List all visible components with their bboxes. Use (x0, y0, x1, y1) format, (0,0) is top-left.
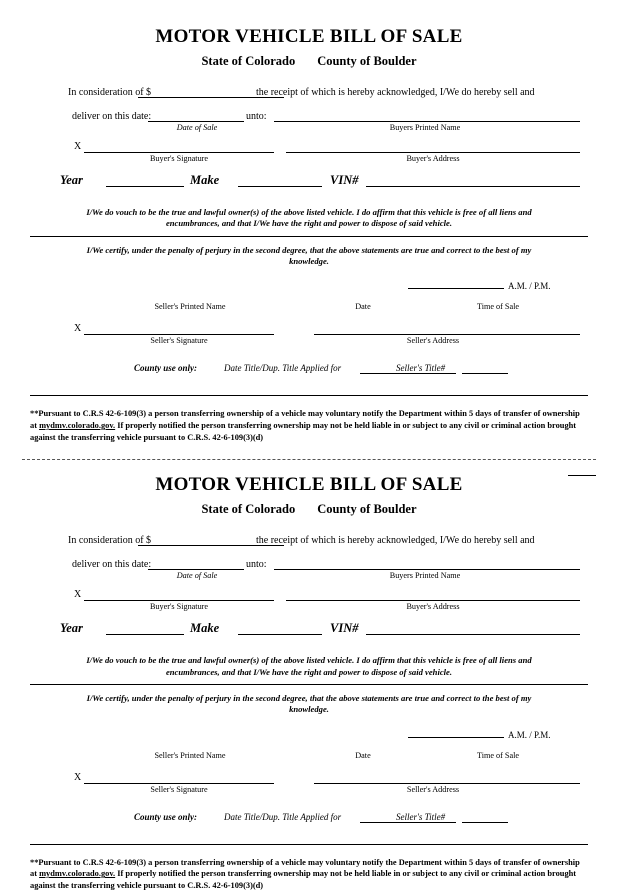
form-subtitle (30, 54, 588, 69)
buyer-signature-row (30, 139, 588, 169)
make-label-2: Make (190, 621, 220, 636)
vin-label-2: VIN# (330, 621, 359, 636)
divider-3 (30, 684, 588, 685)
footnote-rest-2: If properly notified the person transferring ownership may not be held liable in or subject to any civil or criminal action brought against the transferring vehicle pursuant to C.R.S. 42-6-109(3)(d) (30, 869, 577, 890)
sellers-title-field-2[interactable] (462, 822, 508, 823)
time-of-sale-row (30, 277, 588, 297)
title-applied-field[interactable] (360, 373, 456, 374)
footnote-link[interactable]: mydmv.colorado.gov. (39, 420, 116, 430)
county-use-label-2: County use only: (134, 811, 198, 822)
buyer-address-caption-2: Buyer's Address (406, 602, 460, 612)
seller-signature-field[interactable] (84, 334, 274, 335)
buyer-signature-row-2 (30, 587, 588, 617)
seller-signature-x: X (74, 323, 82, 335)
buyer-address-field[interactable] (286, 152, 580, 153)
buyer-signature-x: X (74, 141, 82, 152)
seller-name-captions-row-2 (30, 746, 588, 768)
state-label: State of Colorado (201, 54, 296, 68)
footnote-lead-2: **Pursuant to C.R.S 42-6-109(3) a person transferring ownership of a vehicle may voluntary notify the Department within 5 days of transfer of ownership at (30, 857, 580, 879)
buyer-signature-field-2[interactable] (84, 600, 274, 601)
buyer-printed-name-field[interactable] (274, 121, 580, 122)
title-applied-label: Date Title/Dup. Title Applied for (224, 363, 342, 374)
sellers-title-label: Seller's Title# (396, 363, 446, 374)
certify-statement: I/We certify, under the penalty of perjury in the second degree, that the above statements are true and correct to the best of my knowledge. (86, 244, 532, 267)
consideration-suffix: the receipt of which is hereby acknowledged, I/We do hereby sell and (256, 87, 535, 98)
vin-label: VIN# (330, 173, 359, 187)
state-label-2: State of Colorado (201, 502, 296, 517)
consideration-row (30, 83, 588, 105)
deliver-row (30, 105, 588, 131)
seller-time-caption-2: Time of Sale (476, 750, 519, 760)
time-of-sale-row-2 (30, 726, 588, 746)
seller-signature-field-2[interactable] (84, 783, 274, 784)
unto-label-2: unto: (246, 559, 267, 571)
seller-name-captions-row (30, 297, 588, 319)
year-label-2: Year (60, 621, 83, 636)
seller-signature-x-2: X (74, 771, 82, 783)
seller-address-field-2[interactable] (314, 783, 580, 784)
unto-label: unto: (246, 111, 267, 122)
county-label: County of Boulder (317, 54, 417, 68)
date-of-sale-caption-2: Date of Sale (176, 571, 218, 581)
county-use-row (30, 361, 588, 385)
form-title-2: MOTOR VEHICLE BILL OF SALE (155, 474, 463, 496)
buyer-signature-x-2: X (74, 589, 82, 601)
buyer-printed-name-caption-2: Buyers Printed Name (389, 571, 461, 581)
sellers-title-field[interactable] (462, 373, 508, 374)
bill-of-sale-copy-2 (0, 460, 618, 891)
vouch-statement: I/We do vouch to be the true and lawful owner(s) of the above listed vehicle. I do affirm that this vehicle is free of all liens and encumbrances, and that I/We have the right and power to dispose of said vehicle. (86, 207, 532, 229)
seller-signature-row (30, 321, 588, 351)
vouch-statement-2: I/We do vouch to be the true and lawful owner(s) of the above listed vehicle. I do affirm that this vehicle is free of all liens and encumbrances, and that I/We have the right and power to dispose of said vehicle. (86, 655, 532, 677)
footnote-2 (30, 857, 588, 891)
seller-printed-name-caption: Seller's Printed Name (154, 302, 226, 312)
sellers-title-label-2: Seller's Title# (396, 811, 446, 822)
seller-address-caption-2: Seller's Address (406, 784, 460, 794)
footnote-link-2[interactable]: mydmv.colorado.gov. (39, 869, 116, 879)
time-of-sale-field-2[interactable] (408, 737, 504, 738)
seller-signature-caption-2: Seller's Signature (150, 784, 208, 794)
seller-address-field[interactable] (314, 334, 580, 335)
title-applied-field-2[interactable] (360, 822, 456, 823)
county-use-row-2 (30, 810, 588, 834)
buyer-printed-name-caption: Buyers Printed Name (389, 123, 461, 132)
consideration-prefix-2: In consideration of $ (68, 535, 152, 547)
seller-address-caption: Seller's Address (406, 336, 460, 346)
ampm-label: A.M. / P.M. (508, 281, 551, 292)
seller-printed-name-caption-2: Seller's Printed Name (154, 750, 226, 760)
year-field-2[interactable] (106, 634, 184, 635)
divider-4 (30, 844, 588, 845)
buyer-address-caption: Buyer's Address (406, 154, 460, 163)
seller-date-caption: Date (355, 302, 371, 312)
buyer-address-field-2[interactable] (286, 600, 580, 601)
vin-field-2[interactable] (366, 634, 580, 635)
buyer-signature-field[interactable] (84, 152, 274, 153)
make-label: Make (190, 173, 220, 187)
consideration-suffix-2: the receipt of which is hereby acknowledged, I/We do hereby sell and (256, 535, 535, 547)
deliver-prefix-2: deliver on this date: (72, 559, 152, 571)
title-applied-label-2: Date Title/Dup. Title Applied for (224, 811, 342, 822)
time-of-sale-field[interactable] (408, 288, 504, 289)
buyer-printed-name-field-2[interactable] (274, 569, 580, 570)
make-field-2[interactable] (238, 634, 322, 635)
deliver-row-2 (30, 553, 588, 579)
consideration-row-2 (30, 531, 588, 553)
form-title: MOTOR VEHICLE BILL OF SALE (155, 26, 463, 47)
county-use-label: County use only: (134, 363, 198, 374)
footnote-rest: If properly notified the person transferring ownership may not be held liable in or subject to any civil or criminal action brought against the transferring vehicle pursuant to C.R.S. 42-6-109(3)(d) (30, 420, 577, 442)
seller-signature-row-2 (30, 770, 588, 800)
consideration-prefix: In consideration of $ (68, 87, 152, 98)
county-label-2: County of Boulder (317, 502, 417, 517)
bill-of-sale-copy-1 (0, 0, 618, 443)
date-of-sale-field[interactable] (148, 121, 244, 122)
date-of-sale-caption: Date of Sale (176, 123, 218, 132)
vehicle-row-2 (30, 619, 588, 649)
ampm-label-2: A.M. / P.M. (508, 729, 551, 740)
year-label: Year (60, 173, 83, 187)
make-field[interactable] (238, 186, 322, 187)
deliver-prefix: deliver on this date: (72, 111, 152, 122)
footnote-1 (30, 408, 588, 443)
form-subtitle-2 (30, 502, 588, 517)
year-field[interactable] (106, 186, 184, 187)
seller-signature-caption: Seller's Signature (150, 336, 208, 346)
seller-time-caption: Time of Sale (476, 302, 519, 312)
seller-date-caption-2: Date (355, 750, 371, 760)
vin-field[interactable] (366, 186, 580, 187)
date-of-sale-field-2[interactable] (148, 569, 244, 570)
buyer-signature-caption: Buyer's Signature (149, 154, 209, 163)
divider-1 (30, 236, 588, 237)
certify-statement-2: I/We certify, under the penalty of perjury in the second degree, that the above statements are true and correct to the best of my knowledge. (86, 692, 532, 715)
divider-2 (30, 395, 588, 396)
footnote-lead: **Pursuant to C.R.S 42-6-109(3) a person transferring ownership of a vehicle may voluntary notify the Department within 5 days of transfer of ownership at (30, 409, 580, 430)
buyer-signature-caption-2: Buyer's Signature (149, 602, 209, 612)
vehicle-row (30, 171, 588, 201)
